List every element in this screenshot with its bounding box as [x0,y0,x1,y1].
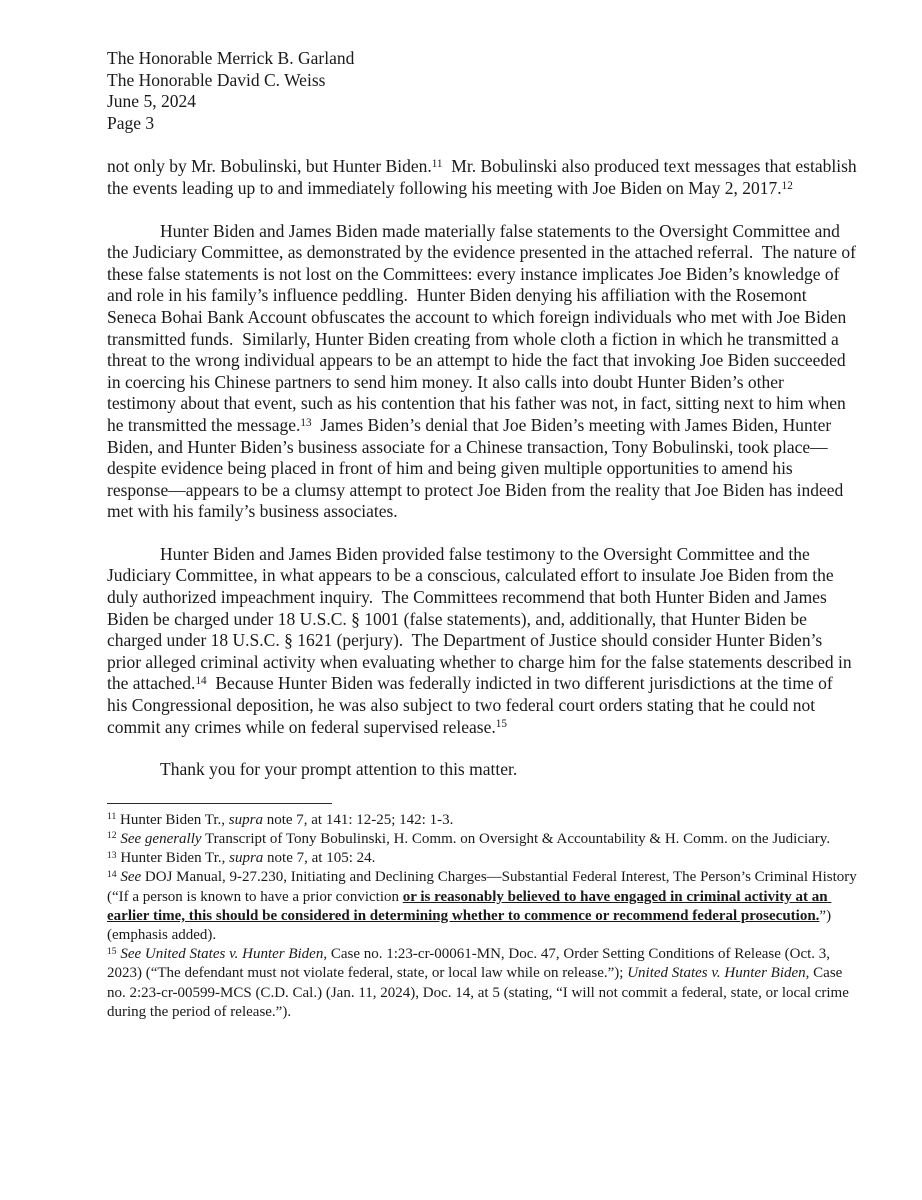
footnote-reference: 11 [431,158,443,170]
footnote-15 [107,945,857,1022]
footnote-number: 11 [107,811,117,823]
footnotes [107,811,861,1022]
header-date: June 5, 2024 [107,91,196,112]
footnote-text: Hunter Biden Tr., supra note 7, at 141: 12-25; 142: 1-3. [116,811,454,828]
header-recipient-2: The Honorable David C. Weiss [107,69,326,90]
footnote-reference: 12 [781,179,793,192]
footnote-text: See generally Transcript of Tony Bobulinski, H. Comm. on Oversight & Accountability & H. Comm. on the Judiciary. [120,831,831,848]
footnote-14 [107,868,861,945]
header-recipient-1: The Honorable Merrick B. Garland [107,48,355,68]
footnote-number: 13 [107,849,117,861]
footnote-separator [107,803,332,804]
footnote-number: 12 [107,830,117,842]
footnote-12 [107,830,857,849]
footnote-reference: 13 [300,416,312,429]
body-paragraph-4-closing: Thank you for your prompt attention to this matter. [160,759,518,780]
header-page-number: Page 3 [107,112,155,133]
footnote-text: See DOJ Manual, 9-27.230, Initiating and Declining Charges—Substantial Federal Interest, The Person’s Criminal History (“If a person is known to have a prior conviction or is reasonably believed to have engaged in criminal activity at an earlier time, this should be considered in determining whether to commence or recommend federal prosecution.”) (emphasis added). [107,869,861,944]
footnote-text: See United States v. Hunter Biden, Case no. 1:23-cr-00061-MN, Doc. 47, Order Setting Conditions of Release (Oct. 3, 2023) (“The defendant must not violate federal, state, or local law while on release.”); United States v. Hunter Biden, Case no. 2:23-cr-00599-MCS (C.D. Cal.) (Jan. 11, 2024), Doc. 14, at 5 (stating, “I will not commit a federal, state, or local crime during the period of release.”). [107,946,853,1020]
footnote-reference: 14 [195,675,207,688]
footnote-reference: 15 [495,718,507,731]
footnote-13 [107,849,857,868]
footnote-text: Hunter Biden Tr., supra note 7, at 105: 24. [116,850,376,867]
body-paragraph-2: Hunter Biden and James Biden made materially false statements to the Oversight Committee and the Judiciary Committee, as demonstrated by the evidence presented in the attached referral. The nature of these false statements is not lost on the Committees: every instance implicates Joe Biden’s knowledge of and role in his family’s influence peddling. Hunter Biden denying his affiliation with the Rosemont Seneca Bohai Bank Account obfuscates the account to which foreign individuals who met with Joe Biden transmitted funds. Similarly, Hunter Biden creating from whole cloth a fiction in which he transmitted a threat to the wrong individual appears to be an attempt to hide the fact that invoking Joe Biden succeeded in coercing his Chinese partners to send him money. It also calls into doubt Hunter Biden’s other testimony about that event, such as his contention that his father was not, in fact, sitting next to him when he transmitted the message.$^{13}$ James Biden’s denial that Joe Biden’s meeting with James Biden, Hunter Biden, and Hunter Biden’s business associate for a Chinese transaction, Tony Bobulinski, took place—despite evidence being placed in front of him and being given multiple opportunities to amend his response—appears to be a clumsy attempt to protect Joe Biden from the reality that Joe Biden has indeed met with his family’s business associates. [107,220,861,522]
body-paragraph-1: not only by Mr. Bobulinski, but Hunter Biden.$^{11}$ Mr. Bobulinski also produced text messages that establish the events leading up to and immediately following his meeting with Joe Biden on May 2, 2017.12 [107,156,862,198]
letter-body [107,156,862,780]
body-paragraph-3: Hunter Biden and James Biden provided false testimony to the Oversight Committee and the Judiciary Committee, in what appears to be a conscious, calculated effort to insulate Joe Biden from the duly authorized impeachment inquiry. The Committees recommend that both Hunter Biden and James Biden be charged under 18 U.S.C. § 1001 (false statements), and, additionally, that Hunter Biden be charged under 18 U.S.C. § 1621 (perjury). The Department of Justice should consider Hunter Biden’s prior alleged criminal activity when evaluating whether to charge him for the false statements described in the attached.$^{14}$ Because Hunter Biden was federally indicted in two different jurisdictions at the time of his Congressional deposition, he was also subject to two federal court orders stating that he could not commit any crimes while on federal supervised release.$^{15}$ [107,543,856,737]
footnote-number: 15 [107,945,117,957]
footnote-11 [107,811,857,830]
footnote-number: 14 [107,868,117,880]
letter-header [107,48,857,134]
